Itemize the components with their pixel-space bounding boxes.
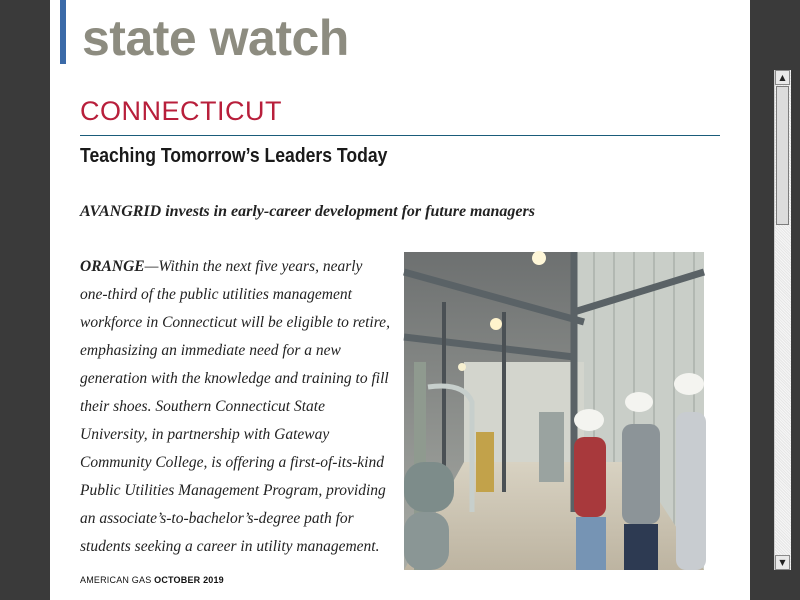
scroll-down-arrow-icon[interactable]: ▼ <box>775 555 790 570</box>
masthead-title: state watch <box>82 10 349 66</box>
industrial-facility-photo <box>404 252 704 570</box>
footer-publication: AMERICAN GAS <box>80 575 152 585</box>
section-heading: CONNECTICUT <box>80 96 282 126</box>
masthead-accent-bar <box>60 0 66 64</box>
article-deck: AVANGRID invests in early-career development for future managers <box>80 203 535 220</box>
article-body-text: —Within the next five years, nearly one-third of the public utilities management workforce in Connecticut will be eligible to retire, emphasizing an immediate need for a new generation with the knowledge and training to fill their shoes. Southern Connecticut State University, in partnership with Gateway Community College, is offering a first-of-its-kind Public Utilities Management Program, providing an associate’s-to-bachelor’s-degree path for students seeking a career in utility management. <box>80 258 390 555</box>
article-dateline: ORANGE <box>80 258 145 275</box>
footer-issue: OCTOBER 2019 <box>154 575 224 585</box>
article-headline: Teaching Tomorrow’s Leaders Today <box>80 145 388 167</box>
article-photo <box>404 252 704 570</box>
scroll-thumb[interactable] <box>776 86 789 225</box>
vertical-scrollbar[interactable] <box>774 70 791 570</box>
article-body <box>80 253 392 570</box>
page-footer <box>80 575 224 585</box>
magazine-page <box>50 0 786 600</box>
scroll-up-arrow-icon[interactable]: ▲ <box>775 70 790 85</box>
section-divider <box>80 135 720 136</box>
